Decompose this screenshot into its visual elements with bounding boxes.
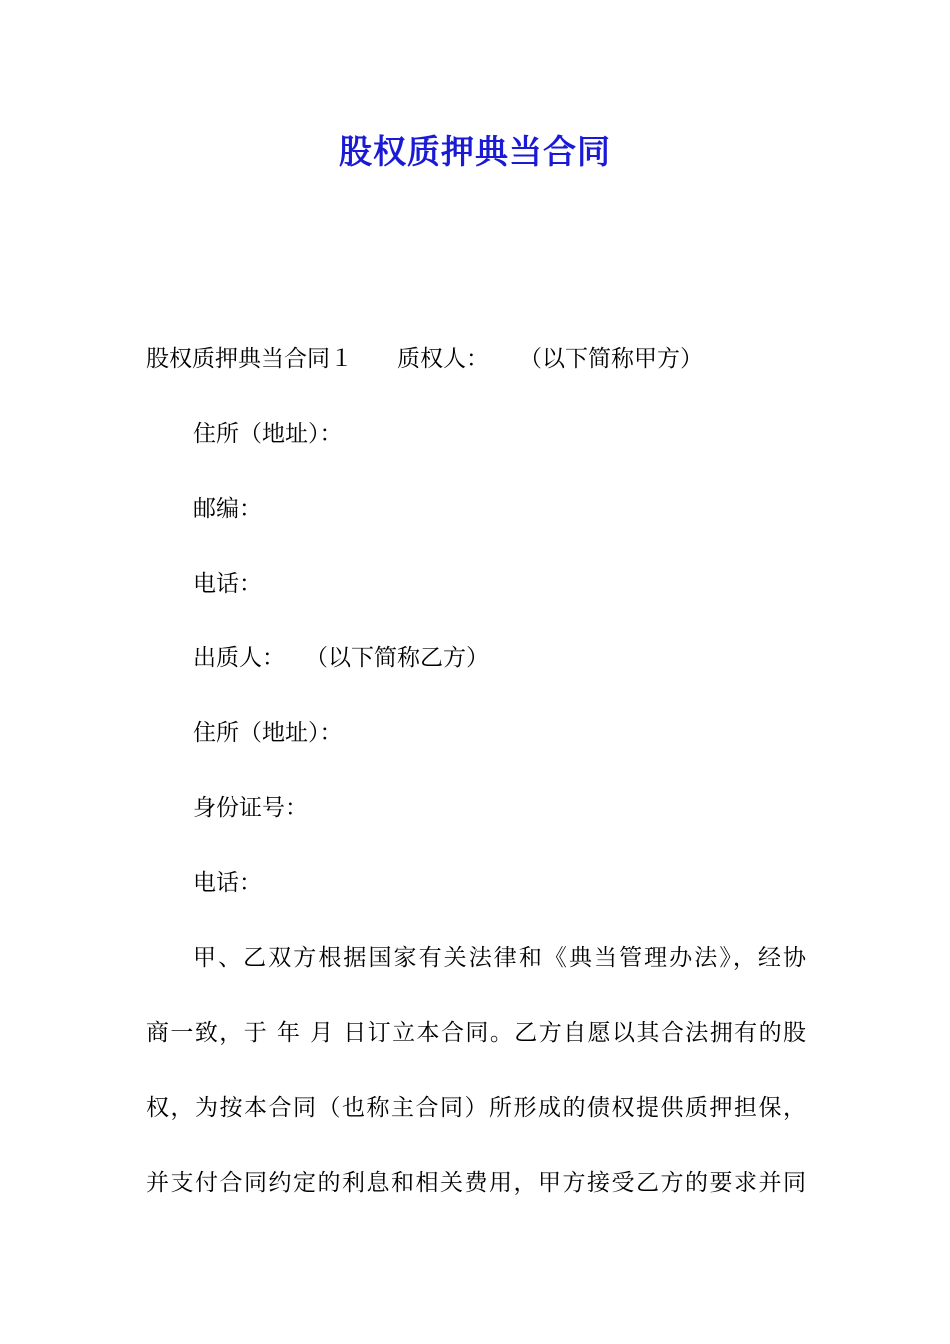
pledgor-label: 出质人： bbox=[193, 645, 285, 671]
paragraph-line: 商一致，于 年 月 日订立本合同。乙方自愿以其合法拥有的股 bbox=[146, 1020, 806, 1046]
field-phone-2: 电话： bbox=[193, 870, 262, 896]
paragraph-line: 并支付合同约定的利息和相关费用，甲方接受乙方的要求并同 bbox=[146, 1170, 806, 1196]
contract-name: 股权质押典当合同１ bbox=[146, 346, 353, 372]
header-line bbox=[146, 339, 816, 379]
field-id-number: 身份证号： bbox=[193, 795, 308, 821]
field-address-1: 住所（地址）： bbox=[193, 421, 343, 447]
paragraph-line: 甲、乙双方根据国家有关法律和《典当管理办法》，经协 bbox=[193, 945, 806, 971]
pledgee-label: 质权人： bbox=[397, 346, 489, 372]
field-postcode: 邮编： bbox=[193, 496, 262, 522]
document-title: 股权质押典当合同 bbox=[339, 132, 611, 171]
pledgor-line bbox=[193, 638, 863, 678]
paragraph-line: 权，为按本合同（也称主合同）所形成的债权提供质押担保， bbox=[146, 1095, 806, 1121]
pledgee-abbrev: （以下简称甲方） bbox=[519, 346, 703, 372]
field-phone-1: 电话： bbox=[193, 571, 262, 597]
field-address-2: 住所（地址）： bbox=[193, 720, 343, 746]
pledgor-abbrev: （以下简称乙方） bbox=[305, 645, 489, 671]
